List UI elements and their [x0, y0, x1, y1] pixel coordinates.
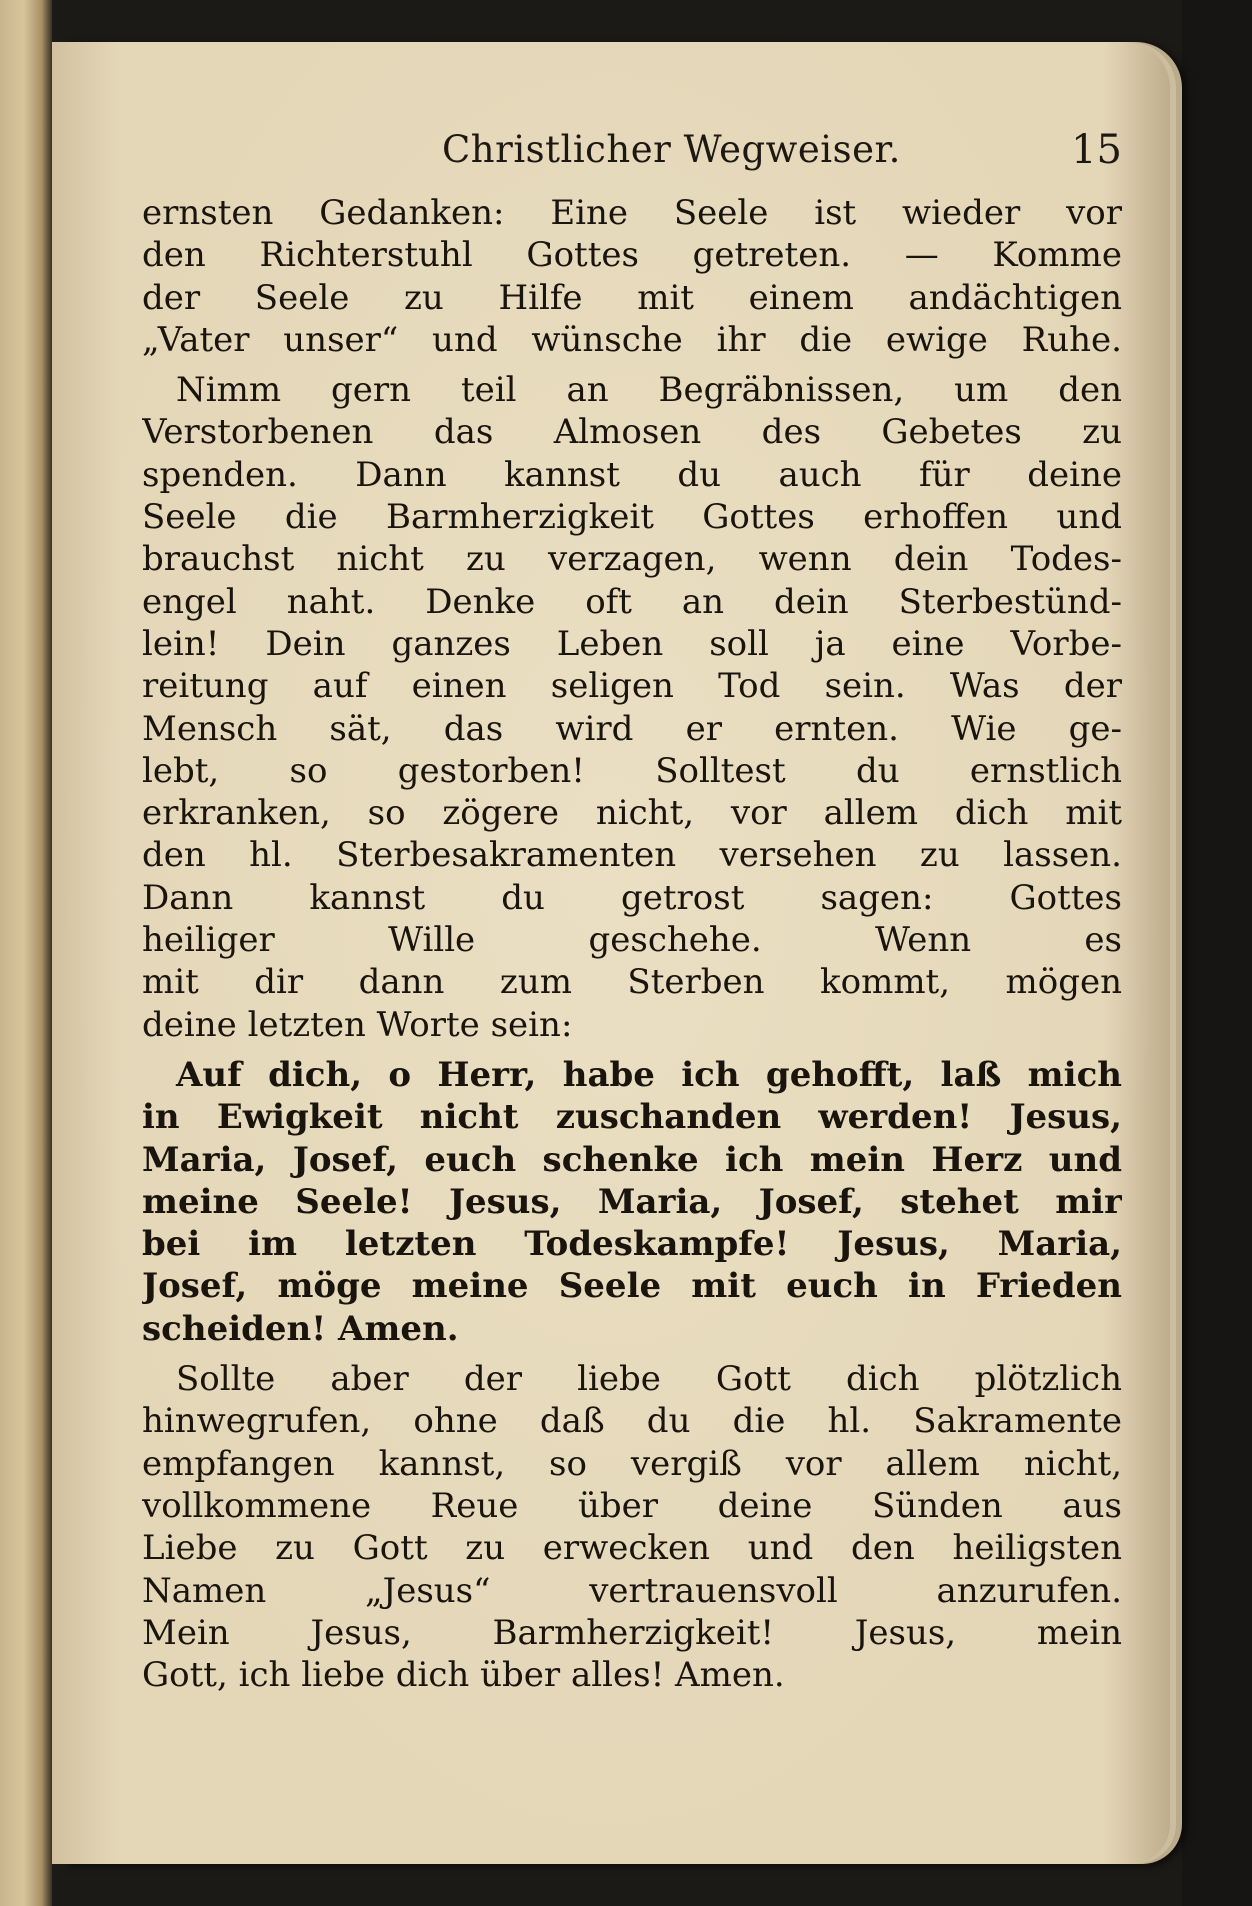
text-line: engel naht. Denke oft an dein Sterbestünd-	[142, 581, 1122, 622]
left-page-edge	[0, 0, 52, 1906]
text-line: meine Seele! Jesus, Maria, Josef, stehet mir	[142, 1181, 1122, 1222]
paragraph-gap	[142, 361, 1122, 369]
text-line: den Richterstuhl Gottes getreten. — Komme	[142, 235, 1122, 276]
text-line: erkranken, so zögere nicht, vor allem dich mit	[142, 793, 1122, 834]
text-line: Sollte aber der liebe Gott dich plötzlich	[176, 1359, 1122, 1400]
paragraph	[142, 369, 1122, 1046]
text-line: der Seele zu Hilfe mit einem andächtigen	[142, 277, 1122, 318]
text-line: Seele die Barmherzigkeit Gottes erhoffen und	[142, 497, 1122, 538]
page-number: 15	[1071, 127, 1122, 173]
text-line: lein! Dein ganzes Leben soll ja eine Vorbe-	[142, 623, 1122, 664]
book-page	[52, 42, 1170, 1864]
paragraph	[142, 1358, 1122, 1696]
text-line: Auf dich, o Herr, habe ich gehofft, laß mich	[176, 1054, 1122, 1095]
text-line: spenden. Dann kannst du auch für deine	[142, 454, 1122, 495]
text-body	[142, 192, 1122, 1696]
text-line: in Ewigkeit nicht zuschanden werden! Jesus,	[142, 1097, 1122, 1138]
text-line: den hl. Sterbesakramenten versehen zu lassen.	[142, 835, 1122, 876]
text-line: brauchst nicht zu verzagen, wenn dein Todes-	[142, 539, 1122, 580]
text-line: scheiden! Amen.	[142, 1308, 459, 1349]
text-line: „Vater unser“ und wünsche ihr die ewige Ruhe.	[142, 319, 1122, 360]
book-cover-edge	[1182, 0, 1252, 1906]
text-line: ernsten Gedanken: Eine Seele ist wieder vor	[142, 193, 1122, 233]
text-line: vollkommene Reue über deine Sünden aus	[142, 1485, 1122, 1526]
text-line: Liebe zu Gott zu erwecken und den heiligsten	[142, 1528, 1122, 1569]
paragraph-gap	[142, 1350, 1122, 1358]
paragraph-gap	[142, 1046, 1122, 1054]
text-line: bei im letzten Todeskampfe! Jesus, Maria,	[142, 1224, 1122, 1265]
text-line: Verstorbenen das Almosen des Gebetes zu	[142, 412, 1122, 453]
text-line: Maria, Josef, euch schenke ich mein Herz und	[142, 1139, 1122, 1180]
text-line: Mensch sät, das wird er ernten. Wie ge-	[142, 708, 1122, 749]
text-line: Nimm gern teil an Begräbnissen, um den	[176, 370, 1122, 411]
text-line: empfangen kannst, so vergiß vor allem nicht,	[142, 1443, 1122, 1484]
text-line: Dann kannst du getrost sagen: Gottes	[142, 877, 1122, 918]
text-line: Gott, ich liebe dich über alles! Amen.	[142, 1655, 785, 1696]
text-line: Josef, möge meine Seele mit euch in Frieden	[142, 1266, 1122, 1307]
header-title: Christlicher Wegweiser.	[442, 128, 901, 171]
prayer-paragraph	[142, 1054, 1122, 1350]
text-line: Namen „Jesus“ vertrauensvoll anzurufen.	[142, 1570, 1122, 1611]
text-line: mit dir dann zum Sterben kommt, mögen	[142, 962, 1122, 1003]
text-line: heiliger Wille geschehe. Wenn es	[142, 920, 1122, 961]
text-line: lebt, so gestorben! Solltest du ernstlich	[142, 750, 1122, 791]
text-line: Mein Jesus, Barmherzigkeit! Jesus, mein	[142, 1612, 1122, 1653]
text-line: reitung auf einen seligen Tod sein. Was der	[142, 666, 1122, 707]
text-line: deine letzten Worte sein:	[142, 1004, 573, 1045]
paragraph	[142, 192, 1122, 361]
text-line: hinwegrufen, ohne daß du die hl. Sakramente	[142, 1401, 1122, 1442]
running-head	[142, 120, 1122, 180]
